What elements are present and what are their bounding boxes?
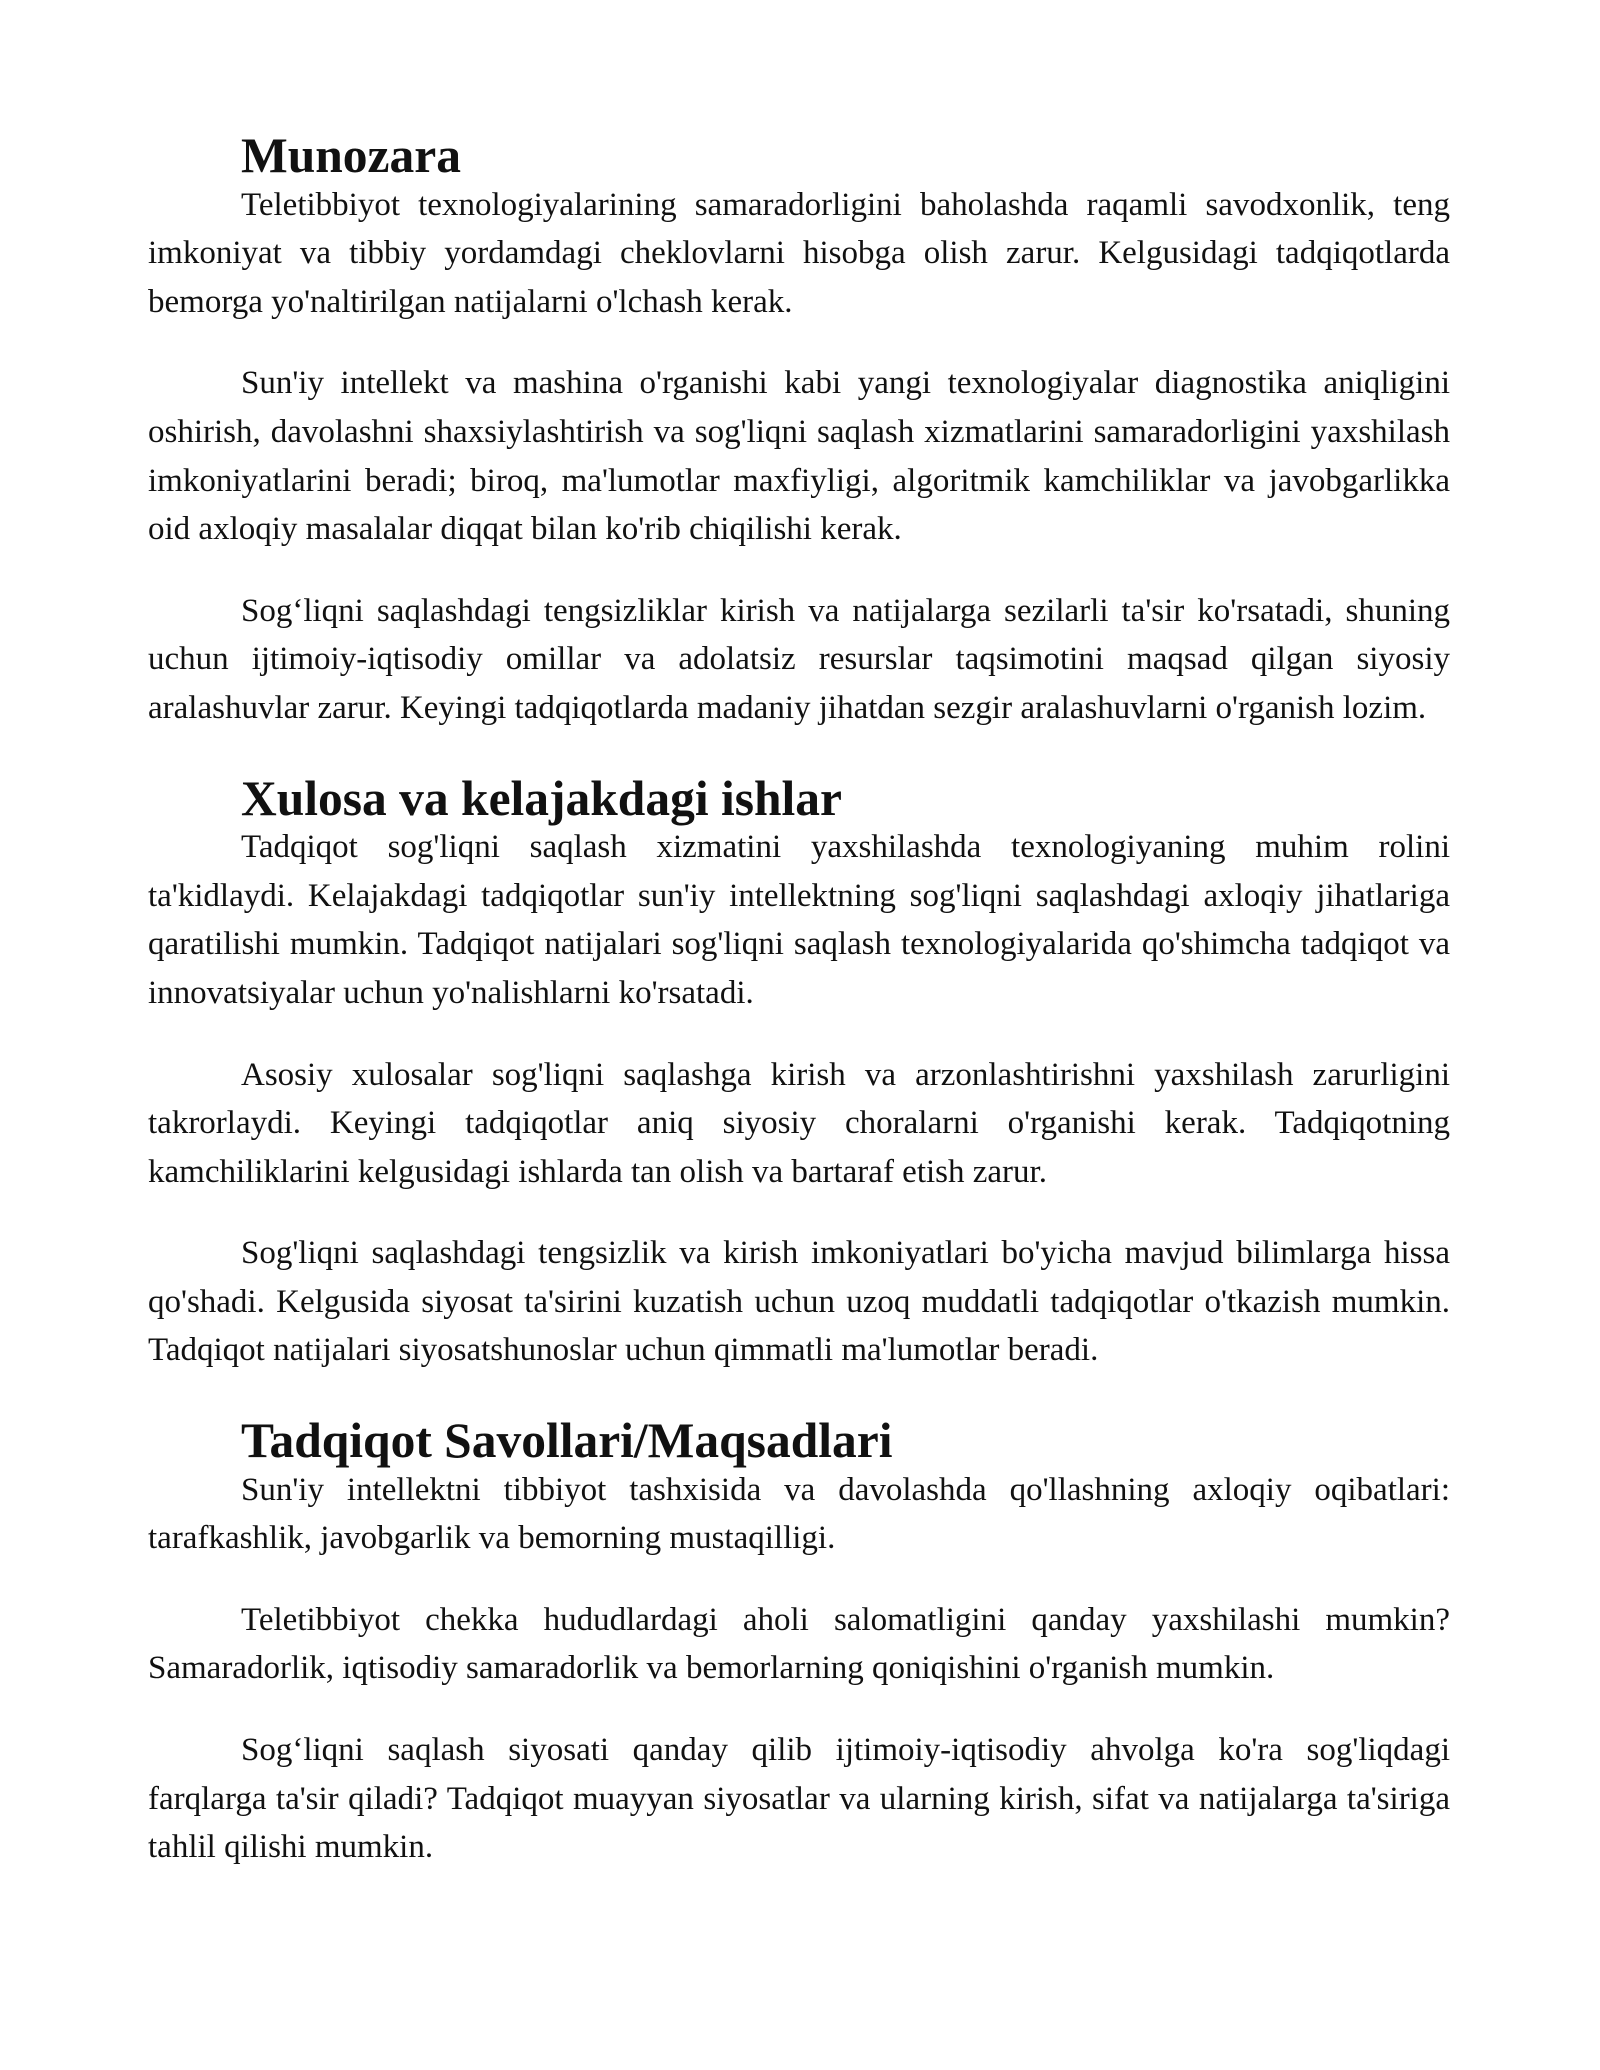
paragraph: Sog‘liqni saqlashdagi tengsizliklar kirish va natijalarga sezilarli ta'sir ko'rsatadi, shuning uchun ijtimoiy-iqtisodiy omillar va adolatsiz resurslar taqsimotini maqsad qilgan siyosiy aralashuvlar zarur. Keyingi tadqiqotlarda madaniy jihatdan sezgir aralashuvlarni o'rganish lozim. (148, 592, 1450, 726)
section-heading-munozara: Munozara (241, 128, 461, 183)
document-page (148, 128, 1450, 1872)
paragraph: Asosiy xulosalar sog'liqni saqlashga kirish va arzonlashtirishni yaxshilash zarurligini takrorlaydi. Keyingi tadqiqotlar aniq siyosiy choralarni o'rganishi kerak. Tadqiqotning kamchiliklarini kelgusidagi ishlarda tan olish va bartaraf etish zarur. (148, 1056, 1450, 1190)
paragraph: Sog‘liqni saqlash siyosati qanday qilib ijtimoiy-iqtisodiy ahvolga ko'ra sog'liqdagi farqlarga ta'sir qiladi? Tadqiqot muayyan siyosatlar va ularning kirish, sifat va natijalarga ta'siriga tahlil qilishi mumkin. (148, 1732, 1450, 1866)
paragraph: Teletibbiyot texnologiyalarining samaradorligini baholashda raqamli savodxonlik, teng imkoniyat va tibbiy yordamdagi cheklovlarni hisobga olish zarur. Kelgusidagi tadqiqotlarda bemorga yo'naltirilgan natijalarni o'lchash kerak. (148, 186, 1450, 320)
paragraph: Sog'liqni saqlashdagi tengsizlik va kirish imkoniyatlari bo'yicha mavjud bilimlarga hissa qo'shadi. Kelgusida siyosat ta'sirini kuzatish uchun uzoq muddatli tadqiqotlar o'tkazish mumkin. Tadqiqot natijalari siyosatshunoslar uchun qimmatli ma'lumotlar beradi. (148, 1235, 1450, 1369)
paragraph: Sun'iy intellekt va mashina o'rganishi kabi yangi texnologiyalar diagnostika aniqligini oshirish, davolashni shaxsiylashtirish va sog'liqni saqlash xizmatlarini samaradorligini yaxshilash imkoniyatlarini beradi; biroq, ma'lumotlar maxfiyligi, algoritmik kamchiliklar va javobgarlikka oid axloqiy masalalar diqqat bilan ko'rib chiqilishi kerak. (148, 365, 1450, 548)
paragraph: Sun'iy intellektni tibbiyot tashxisida va davolashda qo'llashning axloqiy oqibatlari: tarafkashlik, javobgarlik va bemorning mustaqilligi. (148, 1471, 1450, 1557)
paragraph: Teletibbiyot chekka hududlardagi aholi salomatligini qanday yaxshilashi mumkin? Samaradorlik, iqtisodiy samaradorlik va bemorlarning qoniqishini o'rganish mumkin. (148, 1601, 1450, 1687)
paragraph: Tadqiqot sog'liqni saqlash xizmatini yaxshilashda texnologiyaning muhim rolini ta'kidlaydi. Kelajakdagi tadqiqotlar sun'iy intellektning sog'liqni saqlashdagi axloqiy jihatlariga qaratilishi mumkin. Tadqiqot natijalari sog'liqni saqlash texnologiyalarida qo'shimcha tadqiqot va innovatsiyalar uchun yo'nalishlarni ko'rsatadi. (148, 829, 1450, 1011)
section-heading-xulosa: Xulosa va kelajakdagi ishlar (241, 770, 842, 826)
section-heading-tadqiqot-savollari: Tadqiqot Savollari/Maqsadlari (241, 1413, 893, 1469)
